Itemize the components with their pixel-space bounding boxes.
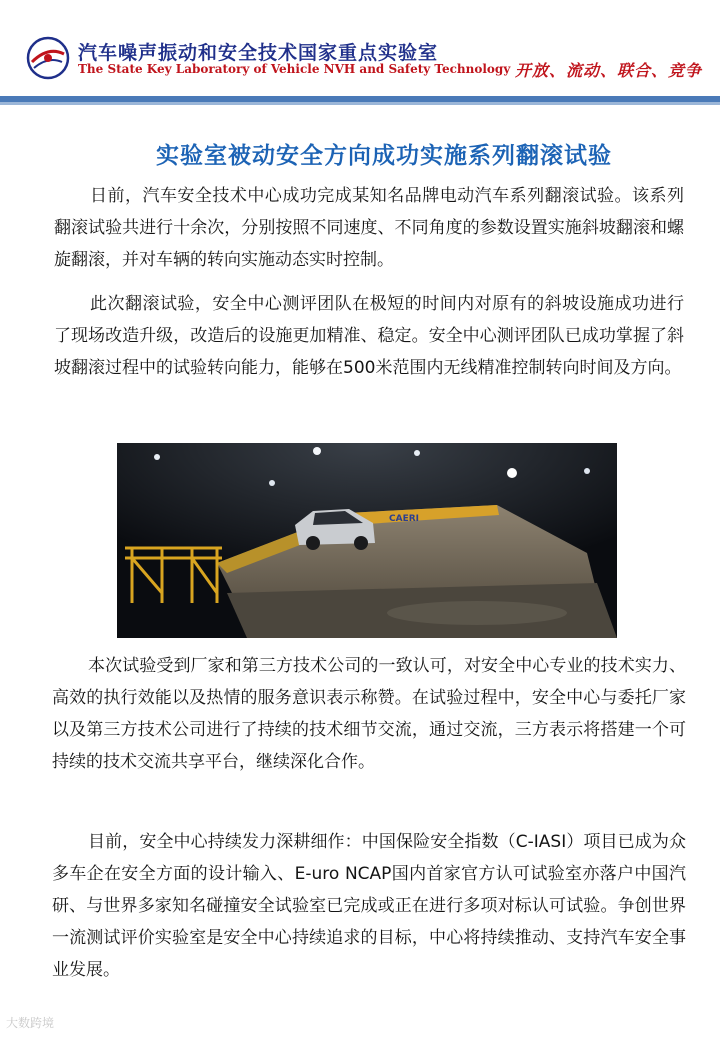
rollover-ramp-photo [117, 443, 617, 638]
lab-name-en: The State Key Laboratory of Vehicle NVH and Safety Technology [78, 62, 511, 76]
watermark: 大数跨境 [6, 1016, 55, 1030]
article-paragraph: 本次试验受到厂家和第三方技术公司的一致认可，对安全中心专业的技术实力、高效的执行效能以及热情的服务意识表示称赞。在试验过程中，安全中心与委托厂家以及第三方技术公司进行了持续的技术细节交流，通过交流，三方表示将搭建一个可持续的技术交流共享平台，继续深化合作。 [52, 656, 686, 772]
lab-name-cn: 汽车噪声振动和安全技术国家重点实验室 [78, 42, 439, 64]
ramp-label: CAERI [389, 514, 419, 524]
article-paragraph: 日前，汽车安全技术中心成功完成某知名品牌电动汽车系列翻滚试验。该系列翻滚试验共进行十余次，分别按照不同速度、不同角度的参数设置实施斜坡翻滚和螺旋翻滚，并对车辆的转向实施动态实时控制。 [54, 186, 684, 270]
lab-logo-icon [26, 36, 70, 80]
article-paragraph: 此次翻滚试验，安全中心测评团队在极短的时间内对原有的斜坡设施成功进行了现场改造升级，改造后的设施更加精准、稳定。安全中心测评团队已成功掌握了斜坡翻滚过程中的试验转向能力，能够在500米范围内无线精准控制转向时间及方向。 [54, 294, 684, 378]
page-header [0, 0, 720, 96]
header-divider-light [0, 102, 720, 105]
article-title: 实验室被动安全方向成功实施系列翻滚试验 [156, 143, 612, 169]
article-paragraph: 目前，安全中心持续发力深耕细作：中国保险安全指数（C-IASI）项目已成为众多车企在安全方面的设计输入、E-uro NCAP国内首家官方认可试验室亦落户中国汽研、与世界多家知名碰撞安全试验室已完成或正在进行多项对标认可试验。争创世界一流测试评价实验室是安全中心持续追求的目标，中心将持续推动、支持汽车安全事业发展。 [52, 832, 686, 980]
slogan: 开放、流动、联合、竞争 [514, 61, 702, 80]
